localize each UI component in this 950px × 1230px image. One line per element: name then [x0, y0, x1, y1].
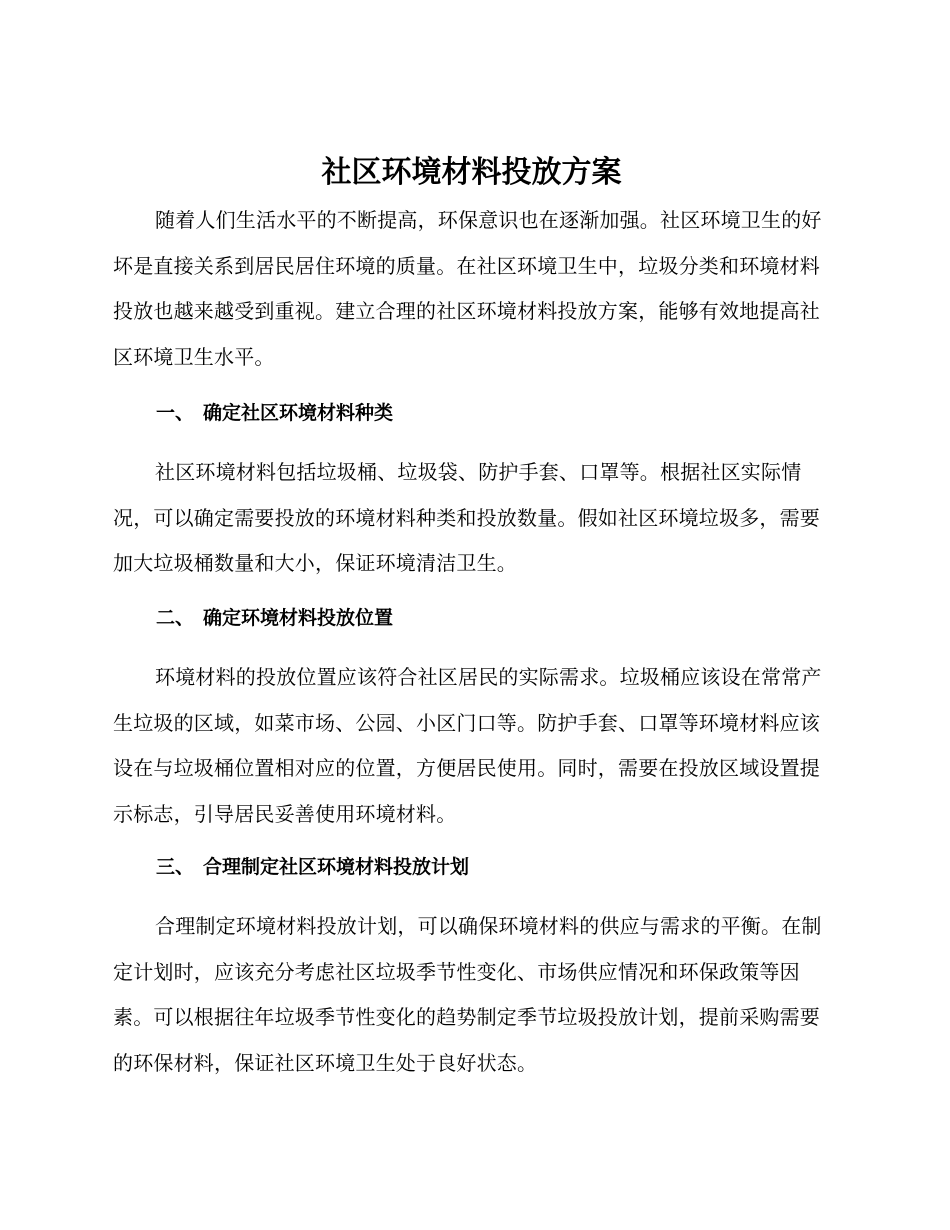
- section-body-1: 社区环境材料包括垃圾桶、垃圾袋、防护手套、口罩等。根据社区实际情况，可以确定需要投放的环境材料种类和投放数量。假如社区环境垃圾多，需要加大垃圾桶数量和大小，保证环境清洁卫生。: [113, 460, 820, 575]
- section-heading-2: [156, 603, 393, 633]
- section-title-2: 确定环境材料投放位置: [203, 607, 394, 629]
- section-number-2: 二、: [156, 607, 195, 629]
- section-heading-1: [156, 398, 393, 428]
- section-heading-3: [156, 852, 469, 882]
- section-body-2: 环境材料的投放位置应该符合社区居民的实际需求。垃圾桶应该设在常常产生垃圾的区域，如菜市场、公园、小区门口等。防护手套、口罩等环境材料应该设在与垃圾桶位置相对应的位置，方便居民使用。同时，需要在投放区域设置提示标志，引导居民妥善使用环境材料。: [113, 665, 822, 826]
- intro-paragraph: 随着人们生活水平的不断提高，环保意识也在逐渐加强。社区环境卫生的好坏是直接关系到居民居住环境的质量。在社区环境卫生中，垃圾分类和环境材料投放也越来越受到重视。建立合理的社区环境材料投放方案，能够有效地提高社区环境卫生水平。: [113, 208, 822, 369]
- section-number-3: 三、: [156, 856, 195, 878]
- section-title-3: 合理制定社区环境材料投放计划: [203, 856, 470, 878]
- document-title: 社区环境材料投放方案: [321, 155, 622, 190]
- section-title-1: 确定社区环境材料种类: [203, 402, 394, 424]
- section-body-3: 合理制定环境材料投放计划，可以确保环境材料的供应与需求的平衡。在制定计划时，应该充分考虑社区垃圾季节性变化、市场供应情况和环保政策等因素。可以根据往年垃圾季节性变化的趋势制定季节垃圾投放计划，提前采购需要的环保材料，保证社区环境卫生处于良好状态。: [113, 914, 822, 1075]
- section-number-1: 一、: [156, 402, 195, 424]
